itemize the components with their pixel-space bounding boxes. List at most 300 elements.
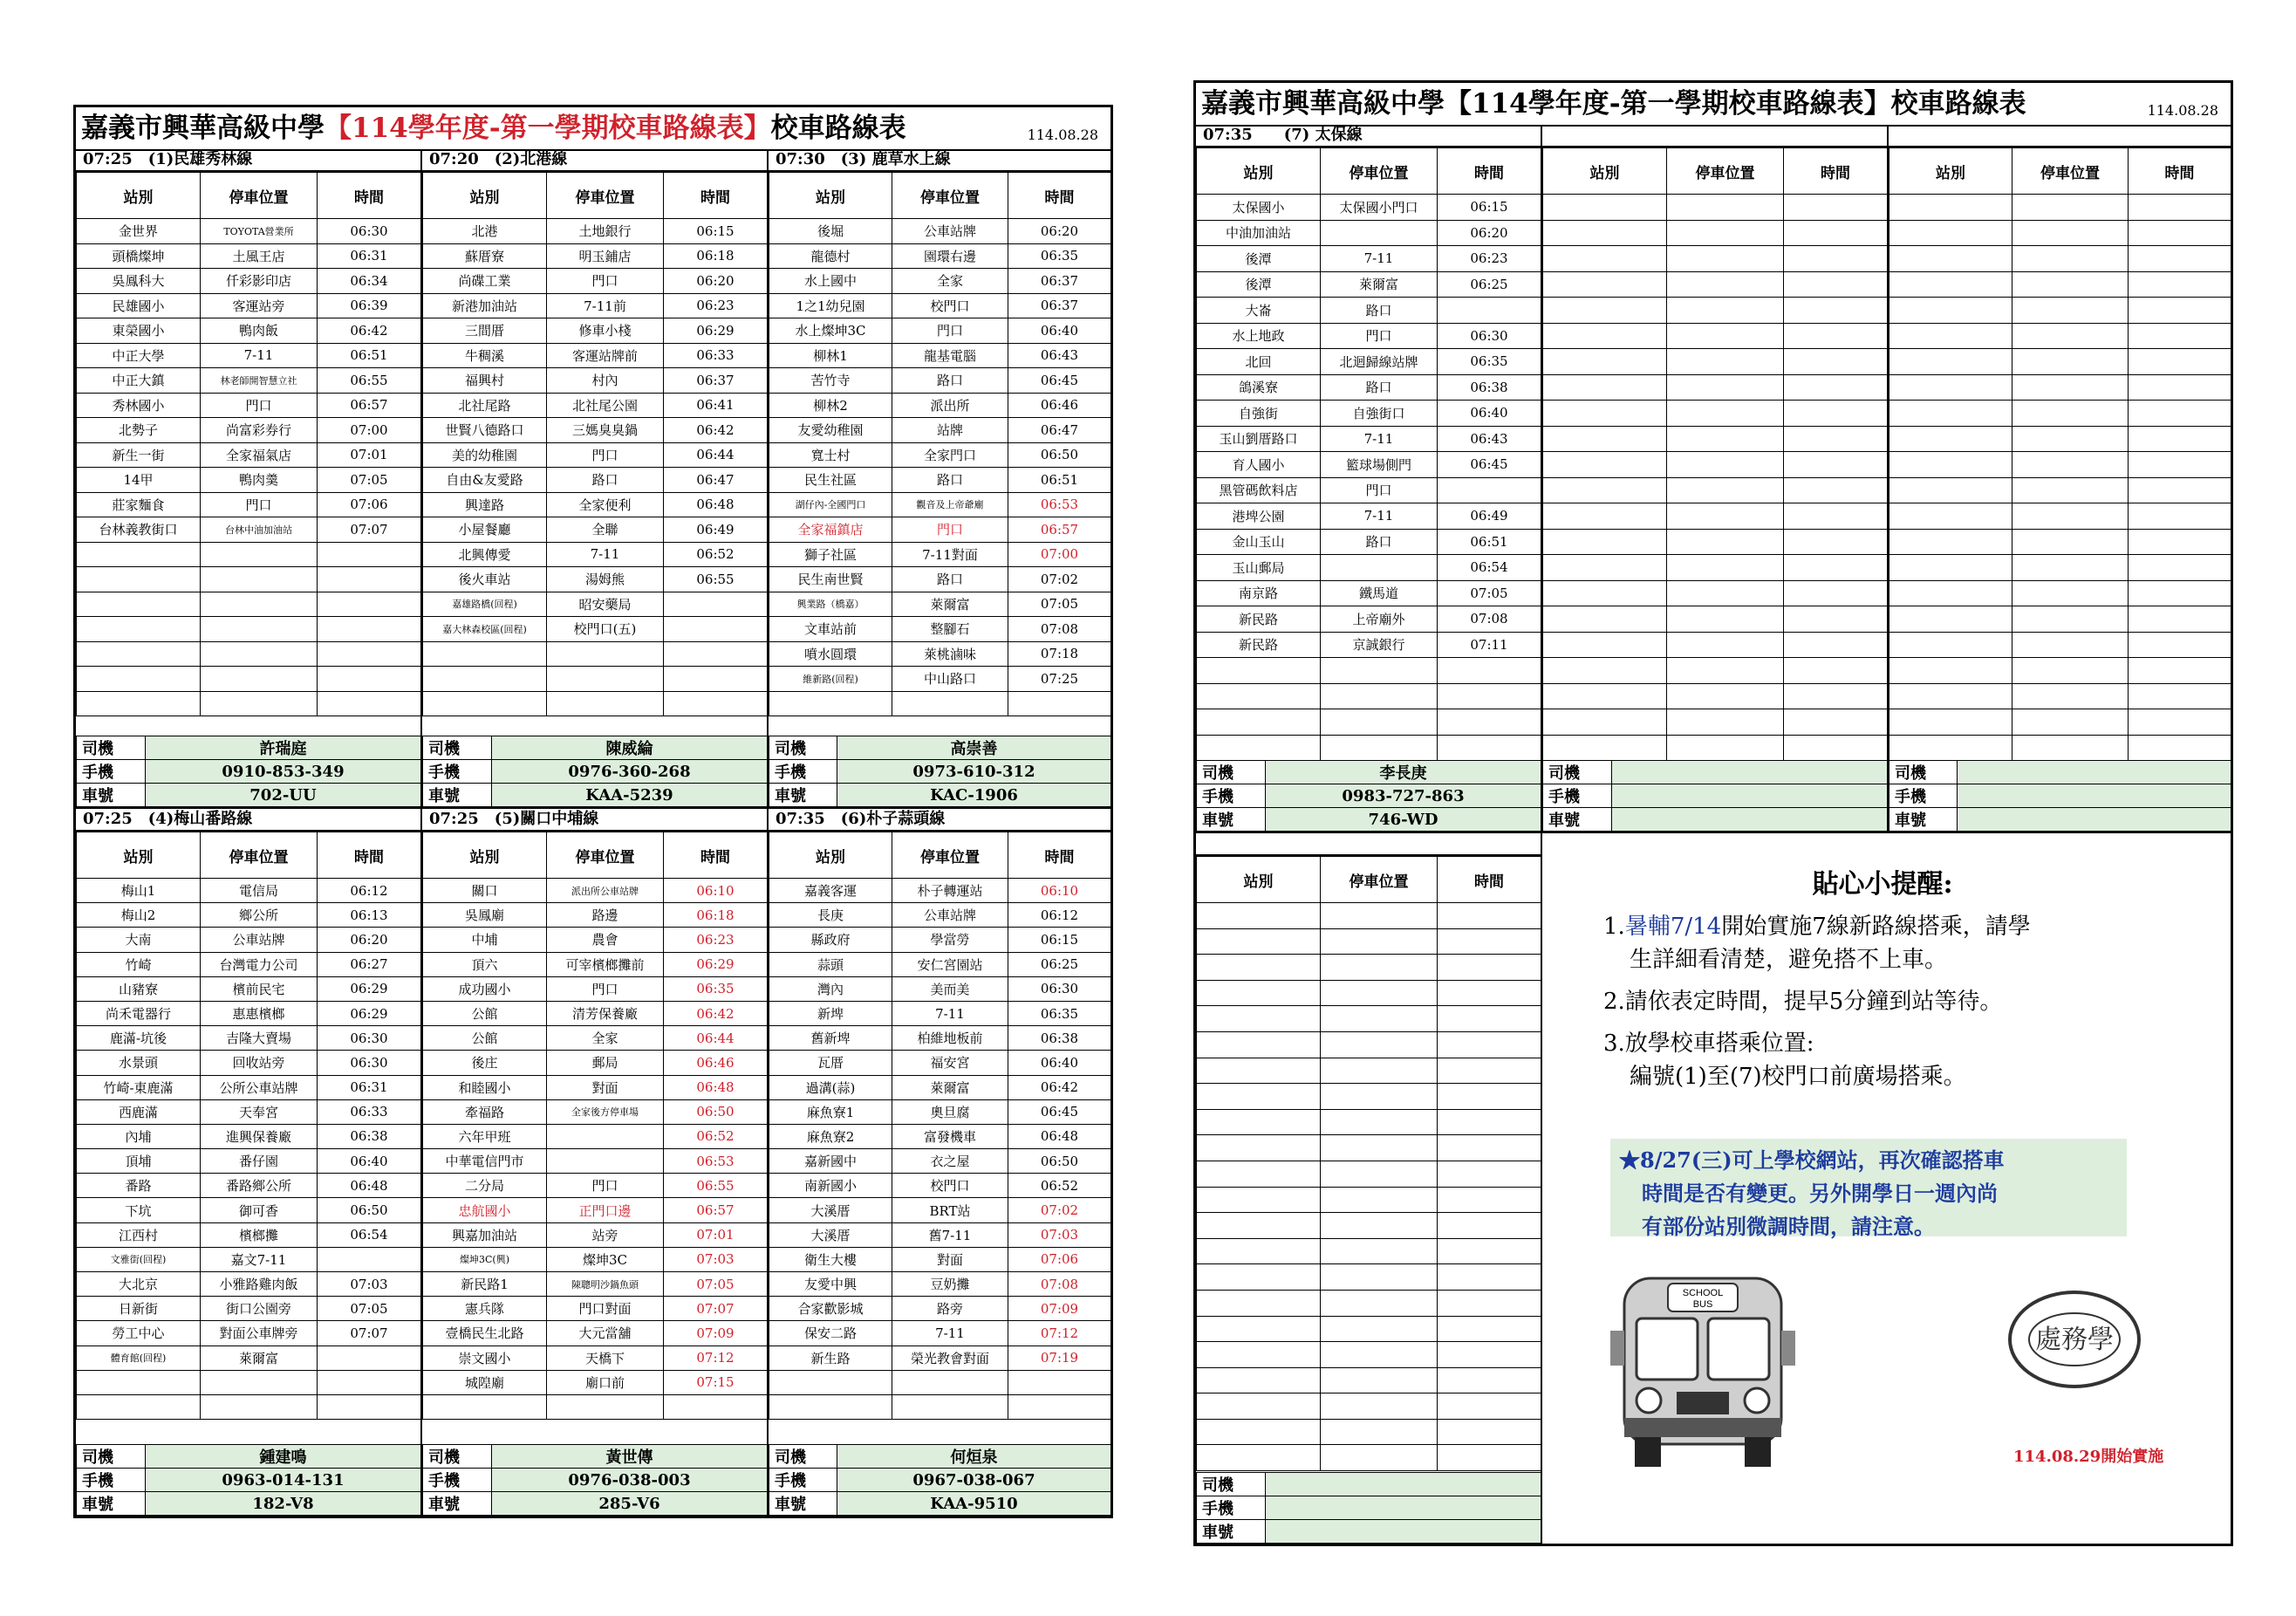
- stop-location: 7-11對面: [892, 542, 1008, 567]
- driver-row-plate: [1197, 808, 1541, 832]
- stop-name: [1889, 580, 2012, 606]
- table-row: [77, 1001, 421, 1025]
- driver-row-driver: [1543, 761, 1888, 784]
- table-row: [1889, 220, 2231, 246]
- stop-table: [769, 832, 1110, 1420]
- stop-name: 南京路: [1197, 580, 1321, 606]
- reminder-panel: [1542, 832, 2231, 1545]
- table-row: [1197, 1316, 1541, 1342]
- stop-name: 友愛中興: [769, 1272, 892, 1297]
- stop-time: 06:43: [1438, 426, 1541, 452]
- column-header-time: 時間: [664, 832, 768, 879]
- stop-time: 06:29: [318, 1001, 421, 1025]
- column-header-time: 時間: [1008, 832, 1111, 879]
- stop-name: [1543, 580, 1667, 606]
- stop-location: 門口: [201, 393, 318, 418]
- stop-name: [1543, 298, 1667, 324]
- stop-location: 觀音及上帝爺廟: [892, 492, 1008, 517]
- stop-name: 嘉義客運: [769, 879, 892, 903]
- driver-row-plate: [77, 784, 421, 807]
- stop-location: 自強街口: [1321, 401, 1438, 427]
- stop-name: 後潭: [1197, 246, 1321, 272]
- column-header-station: 站別: [1197, 857, 1321, 903]
- column-header-stop: 停車位置: [1321, 148, 1438, 195]
- stop-time: [1438, 1367, 1541, 1393]
- stop-location: 門口: [892, 318, 1008, 344]
- table-row: [77, 1272, 421, 1297]
- stop-name: 六年甲班: [423, 1124, 547, 1148]
- label-phone: 手機: [1889, 784, 1958, 808]
- stop-time: [664, 617, 768, 642]
- table-row: [769, 1149, 1111, 1174]
- table-row: [769, 928, 1111, 952]
- stop-time: 06:45: [1008, 1099, 1111, 1124]
- driver-row-plate: [1543, 808, 1888, 832]
- stop-name: 黑管碼飲料店: [1197, 477, 1321, 503]
- stop-time: 06:10: [1008, 879, 1111, 903]
- stop-time: 07:15: [664, 1370, 768, 1394]
- stop-name: [1889, 220, 2012, 246]
- stop-name: [1543, 555, 1667, 581]
- stop-location: [2012, 529, 2129, 555]
- stop-location: [1321, 709, 1438, 736]
- column-header-time: 時間: [2129, 148, 2231, 195]
- stop-location: [1321, 1006, 1438, 1032]
- table-row: [423, 1174, 768, 1198]
- stop-location: 整腳石: [892, 617, 1008, 642]
- table-row: [769, 1247, 1111, 1271]
- stop-name: [1543, 529, 1667, 555]
- stop-time: 07:08: [1008, 617, 1111, 642]
- table-row: [1543, 683, 1888, 709]
- stop-name: 友愛幼稚園: [769, 418, 892, 443]
- stop-time: [1438, 1161, 1541, 1187]
- stop-location: 萊桃滷味: [892, 641, 1008, 667]
- stop-table: [76, 172, 421, 716]
- stop-name: 福興村: [423, 368, 547, 394]
- stop-name: 新民路1: [423, 1272, 547, 1297]
- stop-name: [77, 691, 201, 716]
- label-plate: 車號: [1197, 1520, 1266, 1544]
- stop-time: 07:01: [664, 1222, 768, 1247]
- value-driver: [1612, 761, 1888, 784]
- table-header-row: [769, 832, 1111, 879]
- stop-name: 中華電信門市: [423, 1149, 547, 1174]
- label-driver: 司機: [1197, 1473, 1266, 1496]
- note-line-2: 時間是否有變更。另外開學日一週內尚: [1642, 1181, 1998, 1206]
- table-row: [423, 667, 768, 692]
- stop-location: [1667, 374, 1784, 401]
- stop-name: 和睦國小: [423, 1075, 547, 1099]
- stop-time: 07:18: [1008, 641, 1111, 667]
- stop-location: [201, 542, 318, 567]
- table-row: [77, 293, 421, 318]
- driver-row-driver: [1197, 1473, 1541, 1496]
- stop-location: 鐵馬道: [1321, 580, 1438, 606]
- table-row: [1889, 529, 2231, 555]
- stop-time: 06:30: [318, 1051, 421, 1075]
- label-plate: 車號: [77, 784, 146, 807]
- driver-table: [1542, 760, 1888, 832]
- stop-name: 忠航國小: [423, 1198, 547, 1222]
- stop-name: [1889, 401, 2012, 427]
- stop-location: 惠惠檳榔: [201, 1001, 318, 1025]
- stop-table: [1889, 147, 2231, 761]
- table-row: [1543, 426, 1888, 452]
- table-row: [423, 1346, 768, 1370]
- table-row: [423, 1198, 768, 1222]
- stop-time: 06:57: [664, 1198, 768, 1222]
- stop-name: 內埔: [77, 1124, 201, 1148]
- stop-location: [1321, 1264, 1438, 1291]
- stop-location: [1321, 1445, 1438, 1471]
- stop-time: [1784, 683, 1888, 709]
- table-row: [423, 1370, 768, 1394]
- table-row: [769, 1051, 1111, 1075]
- column-header-stop: 停車位置: [201, 832, 318, 879]
- stop-location: 對面公車牌旁: [201, 1321, 318, 1346]
- driver-table: [1196, 1472, 1541, 1544]
- stop-name: 衛生大樓: [769, 1247, 892, 1271]
- stop-name: 中正大學: [77, 343, 201, 368]
- table-row: [423, 1394, 768, 1419]
- value-phone: 0973-610-312: [837, 760, 1111, 784]
- stop-time: [2129, 298, 2231, 324]
- stop-location: [1667, 195, 1784, 221]
- table-row: [1197, 503, 1541, 530]
- table-header-row: [1197, 148, 1541, 195]
- stop-time: 06:42: [664, 1001, 768, 1025]
- column-header-time: 時間: [1784, 148, 1888, 195]
- stop-name: 江西村: [77, 1222, 201, 1247]
- stop-location: 舊7-11: [892, 1222, 1008, 1247]
- right-page: [1193, 80, 2233, 1546]
- stop-name: [1543, 349, 1667, 375]
- stop-name: [1197, 1161, 1321, 1187]
- value-plate: 702-UU: [146, 784, 421, 807]
- stop-location: 全家後方停車場: [547, 1099, 664, 1124]
- stop-location: 湯姆熊: [547, 567, 664, 592]
- stop-name: [1889, 271, 2012, 298]
- stop-location: 明玉鋪店: [547, 243, 664, 269]
- stop-location: 路口: [1321, 374, 1438, 401]
- stop-location: 鴨肉羹: [201, 468, 318, 493]
- stop-name: [1543, 735, 1667, 761]
- table-row: [423, 219, 768, 244]
- stop-location: 門口: [547, 1174, 664, 1198]
- stop-location: 公所公車站牌: [201, 1075, 318, 1099]
- driver-table: [422, 736, 768, 807]
- stop-name: [1197, 955, 1321, 981]
- stop-time: [1438, 1419, 1541, 1445]
- stop-name: 大北京: [77, 1272, 201, 1297]
- table-row: [77, 1124, 421, 1148]
- table-row: [77, 542, 421, 567]
- table-row: [769, 641, 1111, 667]
- label-phone: 手機: [769, 1469, 837, 1492]
- table-header-row: [77, 832, 421, 879]
- stop-location: [2012, 323, 2129, 349]
- value-plate: 746-WD: [1266, 808, 1541, 832]
- stop-location: 公車站牌: [892, 903, 1008, 928]
- title-red: 【114學年度-第一學期校車路線表】: [325, 113, 771, 144]
- label-plate: 車號: [423, 1492, 492, 1516]
- stop-time: 07:01: [318, 442, 421, 468]
- stop-name: 北興傳愛: [423, 542, 547, 567]
- right-page-title: [1196, 83, 2231, 127]
- stop-location: [1321, 1316, 1438, 1342]
- table-row: [77, 1321, 421, 1346]
- stop-time: [2129, 580, 2231, 606]
- stop-name: 東榮國小: [77, 318, 201, 344]
- column-header-station: 站別: [769, 832, 892, 879]
- stop-name: 金山玉山: [1197, 529, 1321, 555]
- table-row: [769, 952, 1111, 976]
- table-row: [423, 468, 768, 493]
- stop-location: 門口: [892, 517, 1008, 543]
- stop-name: [1889, 735, 2012, 761]
- stop-name: 14甲: [77, 468, 201, 493]
- table-row: [423, 976, 768, 1001]
- driver-table: [76, 1444, 421, 1516]
- driver-table: [422, 1444, 768, 1516]
- driver-row-plate: [423, 1492, 768, 1516]
- stop-time: [2129, 220, 2231, 246]
- stop-location: [1321, 980, 1438, 1006]
- stop-time: [2129, 709, 2231, 736]
- stop-name: 鹿滿-坑後: [77, 1026, 201, 1051]
- table-row: [423, 952, 768, 976]
- stop-time: [1438, 1342, 1541, 1368]
- stop-time: [1438, 1058, 1541, 1084]
- stop-location: [1667, 452, 1784, 478]
- stop-name: 育人國小: [1197, 452, 1321, 478]
- table-row: [77, 1051, 421, 1075]
- table-row: [423, 1247, 768, 1271]
- stop-name: 北勢子: [77, 418, 201, 443]
- stop-time: 06:45: [1008, 368, 1111, 394]
- stop-name: 蒜頭: [769, 952, 892, 976]
- stop-name: 嘉雄路橋(回程): [423, 592, 547, 617]
- table-row: [423, 1001, 768, 1025]
- stop-time: 06:52: [664, 1124, 768, 1148]
- stop-location: [2012, 735, 2129, 761]
- stop-name: 梅山2: [77, 903, 201, 928]
- stop-location: 公車站牌: [892, 219, 1008, 244]
- value-phone: [1958, 784, 2231, 808]
- table-row: [1197, 1161, 1541, 1187]
- stop-time: [1438, 477, 1541, 503]
- stop-location: [2012, 452, 2129, 478]
- route-header: 07:25 (5)關口中埔線: [422, 809, 767, 832]
- stop-location: 柏維地板前: [892, 1026, 1008, 1051]
- stop-time: 06:51: [318, 343, 421, 368]
- column-header-station: 站別: [1197, 148, 1321, 195]
- stop-time: [664, 691, 768, 716]
- table-row: [423, 641, 768, 667]
- table-row: [423, 567, 768, 592]
- stop-name: [1543, 195, 1667, 221]
- stop-name: 壹橋民生北路: [423, 1321, 547, 1346]
- driver-row-driver: [1197, 761, 1541, 784]
- stop-location: 萊爾富: [201, 1346, 318, 1370]
- stop-name: [77, 542, 201, 567]
- stop-location: 派出所公車站牌: [547, 879, 664, 903]
- route-header: [1889, 125, 2231, 147]
- table-row: [1197, 477, 1541, 503]
- stop-location: 鴨肉飯: [201, 318, 318, 344]
- stop-time: [1438, 1135, 1541, 1161]
- stop-name: 灣內: [769, 976, 892, 1001]
- stop-name: 水上燦坤3C: [769, 318, 892, 344]
- stop-name: [1197, 1419, 1321, 1445]
- stop-location: 路口: [1321, 529, 1438, 555]
- stop-name: 興嘉加油站: [423, 1222, 547, 1247]
- stop-name: [1197, 1367, 1321, 1393]
- table-row: [1197, 903, 1541, 929]
- stop-location: 街口公園旁: [201, 1297, 318, 1321]
- stop-name: [1197, 1238, 1321, 1264]
- stop-name: [1543, 503, 1667, 530]
- stop-location: [547, 1149, 664, 1174]
- table-row: [769, 567, 1111, 592]
- stop-name: [1197, 658, 1321, 684]
- table-row: [1197, 401, 1541, 427]
- table-row: [77, 903, 421, 928]
- stop-name: 長庚: [769, 903, 892, 928]
- route-header: 07:25 (4)梅山番路線: [76, 809, 420, 832]
- stop-location: [2012, 220, 2129, 246]
- stop-time: [1784, 555, 1888, 581]
- table-row: [423, 1297, 768, 1321]
- stop-name: 湖仔內-全國門口: [769, 492, 892, 517]
- table-row: [1543, 580, 1888, 606]
- school-seal-icon: [2005, 1287, 2144, 1392]
- label-plate: 車號: [1543, 808, 1612, 832]
- table-row: [423, 368, 768, 394]
- label-plate: 車號: [769, 784, 837, 807]
- value-plate: KAA-9510: [837, 1492, 1111, 1516]
- stop-time: 06:33: [664, 343, 768, 368]
- stop-location: 天橋下: [547, 1346, 664, 1370]
- stop-location: 陳聰明沙鍋魚頭: [547, 1272, 664, 1297]
- stop-location: [1321, 1109, 1438, 1135]
- stop-name: 蘇厝寮: [423, 243, 547, 269]
- table-row: [77, 343, 421, 368]
- stop-name: 尚碟工業: [423, 269, 547, 294]
- stop-time: 07:05: [664, 1272, 768, 1297]
- note-line-3: 有部份站別微調時間，請注意。: [1642, 1214, 1935, 1239]
- stop-name: 吳鳳科大: [77, 269, 201, 294]
- route-2: [422, 149, 769, 807]
- table-row: [1197, 1187, 1541, 1213]
- stop-location: [2012, 349, 2129, 375]
- table-row: [769, 1370, 1111, 1394]
- stop-name: 後潭: [1197, 271, 1321, 298]
- stop-name: [1889, 452, 2012, 478]
- stop-location: 全家: [547, 1026, 664, 1051]
- stop-time: 06:47: [1008, 418, 1111, 443]
- stop-location: [2012, 555, 2129, 581]
- stop-time: [1784, 323, 1888, 349]
- stop-location: 正門口邊: [547, 1198, 664, 1222]
- stop-location: 門口: [1321, 323, 1438, 349]
- stop-name: 牽福路: [423, 1099, 547, 1124]
- stop-location: 燦坤3C: [547, 1247, 664, 1271]
- stop-location: [2012, 606, 2129, 633]
- table-row: [769, 343, 1111, 368]
- stop-name: 文車站前: [769, 617, 892, 642]
- table-row: [1197, 735, 1541, 761]
- stop-location: BRT站: [892, 1198, 1008, 1222]
- route-header: [1196, 833, 1541, 856]
- stop-name: 瓦厝: [769, 1051, 892, 1075]
- stop-time: [318, 667, 421, 692]
- stop-location: [892, 691, 1008, 716]
- stop-time: 06:48: [1008, 1124, 1111, 1148]
- stop-location: 可宰檳榔攤前: [547, 952, 664, 976]
- label-driver: 司機: [769, 1445, 837, 1469]
- table-row: [423, 1222, 768, 1247]
- stop-name: 大溪厝: [769, 1198, 892, 1222]
- table-row: [1197, 1393, 1541, 1420]
- stop-time: [2129, 529, 2231, 555]
- table-row: [1197, 220, 1541, 246]
- note-box: [1610, 1139, 2127, 1239]
- driver-row-phone: [1197, 1496, 1541, 1520]
- stop-time: 07:00: [318, 418, 421, 443]
- stop-name: 牛稠溪: [423, 343, 547, 368]
- stop-location: [1321, 658, 1438, 684]
- stop-time: 07:05: [1008, 592, 1111, 617]
- stop-time: 06:30: [1438, 323, 1541, 349]
- stop-time: 06:29: [664, 318, 768, 344]
- stop-name: 噴水圓環: [769, 641, 892, 667]
- table-row: [1543, 555, 1888, 581]
- stop-location: [547, 641, 664, 667]
- table-row: [423, 879, 768, 903]
- stop-location: 鄉公所: [201, 903, 318, 928]
- stop-time: 06:18: [664, 243, 768, 269]
- table-row: [423, 418, 768, 443]
- table-row: [77, 1222, 421, 1247]
- stop-time: 06:50: [1008, 1149, 1111, 1174]
- stop-time: 06:45: [1438, 452, 1541, 478]
- value-driver: 陳威綸: [492, 736, 768, 760]
- stop-time: [318, 567, 421, 592]
- column-header-time: 時間: [1008, 173, 1111, 219]
- value-driver: [1958, 761, 2231, 784]
- table-row: [423, 1051, 768, 1075]
- label-phone: 手機: [77, 1469, 146, 1492]
- stop-time: [2129, 683, 2231, 709]
- value-phone: 0976-360-268: [492, 760, 768, 784]
- stop-time: 06:12: [1008, 903, 1111, 928]
- stop-name: 新生一街: [77, 442, 201, 468]
- stop-name: 嘉新國中: [769, 1149, 892, 1174]
- stop-name: 後庄: [423, 1051, 547, 1075]
- stop-location: [2012, 477, 2129, 503]
- stop-time: 06:25: [1008, 952, 1111, 976]
- value-plate: [1958, 808, 2231, 832]
- column-header-station: 站別: [769, 173, 892, 219]
- stop-location: 站旁: [547, 1222, 664, 1247]
- stop-name: 北社尾路: [423, 393, 547, 418]
- table-row: [769, 667, 1111, 692]
- table-row: [1889, 195, 2231, 221]
- table-row: [1197, 709, 1541, 736]
- title-suffix: 校車路線表: [770, 113, 906, 144]
